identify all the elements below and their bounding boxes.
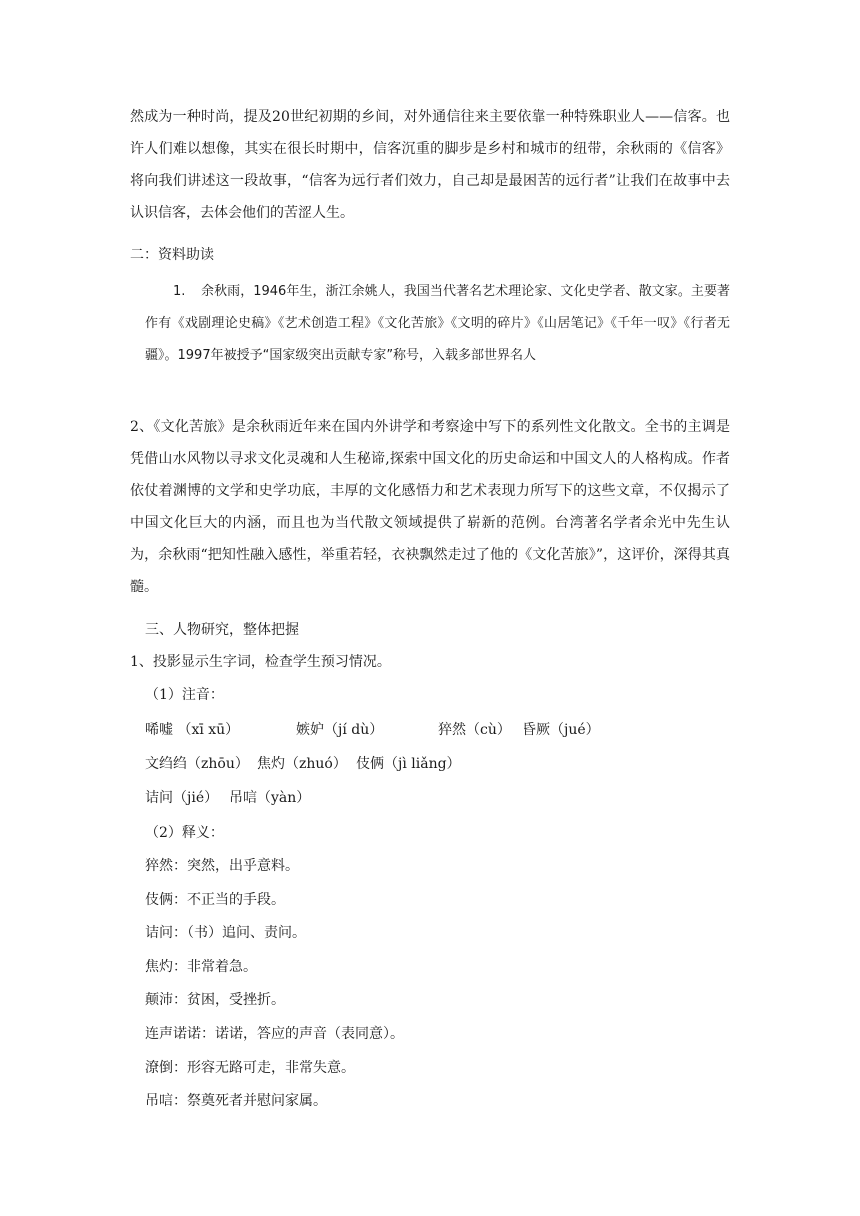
definition-item: 焦灼：非常着急。 [145,959,257,975]
definition-item: 诘问：（书）追问、责问。 [145,925,306,941]
material-item-1-text: 余秋雨，1946年生，浙江余姚人，我国当代著名艺术理论家、文化史学者、散文家。主要著作有《戏剧理论史稿》《艺术创造工程》《文化苦旅》《文明的碎片》《山居笔记》《千年一叹》《行者无疆》。1997年被授予“国家级突出贡献专家”称号，入载多部世界名人 [145,284,730,363]
definition-item: 吊唁：祭奠死者并慰问家属。 [145,1093,327,1109]
section-heading-character-study: 三、人物研究，整体把握 [145,622,299,638]
definition-item: 连声诺诺：诺诺，答应的声音（表同意）。 [145,1026,404,1042]
section-heading-materials: 二：资料助读 [130,247,214,263]
sub-heading-definitions: （2）释义： [145,825,224,841]
pinyin-entry: 焦灼（zhuó） [257,756,347,772]
sub-heading-pinyin: （1）注音： [145,687,224,703]
pinyin-row-1 [145,720,600,740]
pinyin-entry: 伎俩（jì liǎng） [356,756,461,772]
pinyin-entry: 吊唁（yàn） [229,790,311,806]
pinyin-row-2 [145,754,461,774]
definition-item: 伎俩：不正当的手段。 [145,892,285,908]
definition-item: 潦倒：形容无路可走，非常失意。 [145,1060,355,1076]
definition-item: 猝然：突然，出乎意料。 [145,858,299,874]
material-item-1-number: 1. [173,284,186,299]
pinyin-row-3 [145,788,310,808]
pinyin-entry: 猝然（cù） [438,722,511,738]
pinyin-entry: 唏嘘 （xī xū） [145,722,240,738]
instruction-1: 1、投影显示生字词，检查学生预习情况。 [130,654,391,670]
intro-paragraph: 然成为一种时尚，提及20世纪初期的乡间，对外通信往来主要依靠一种特殊职业人——信客。也许人们难以想像，其实在很长时期中，信客沉重的脚步是乡村和城市的纽带，余秋雨的《信客》将向我们讲述这一段故事，“信客为远行者们效力，自己却是最困苦的远行者”让我们在故事中去认识信客，去体会他们的苦涩人生。 [130,109,730,221]
material-item-1 [145,276,730,372]
pinyin-entry: 文绉绉（zhōu） [145,756,249,772]
pinyin-entry: 诘问（jié） [145,790,219,806]
definition-item: 颠沛：贫困，受挫折。 [145,992,285,1008]
material-item-2: 2、《文化苦旅》是余秋雨近年来在国内外讲学和考察途中写下的系列性文化散文。全书的主调是凭借山水风物以寻求文化灵魂和人生秘谛,探索中国文化的历史命运和中国文人的人格构成。作者依仗着渊博的文学和史学功底，丰厚的文化感悟力和艺术表现力所写下的这些文章，不仅揭示了中国文化巨大的内涵，而且也为当代散文领域提供了崭新的范例。台湾著名学者余光中先生认为，余秋雨“把知性融入感性，举重若轻，衣袂飘然走过了他的《文化苦旅》”，这评价，深得其真髓。 [130,419,730,595]
pinyin-entry: 嫉妒（jí dù） [296,722,384,738]
pinyin-entry: 昏厥（jué） [522,722,600,738]
